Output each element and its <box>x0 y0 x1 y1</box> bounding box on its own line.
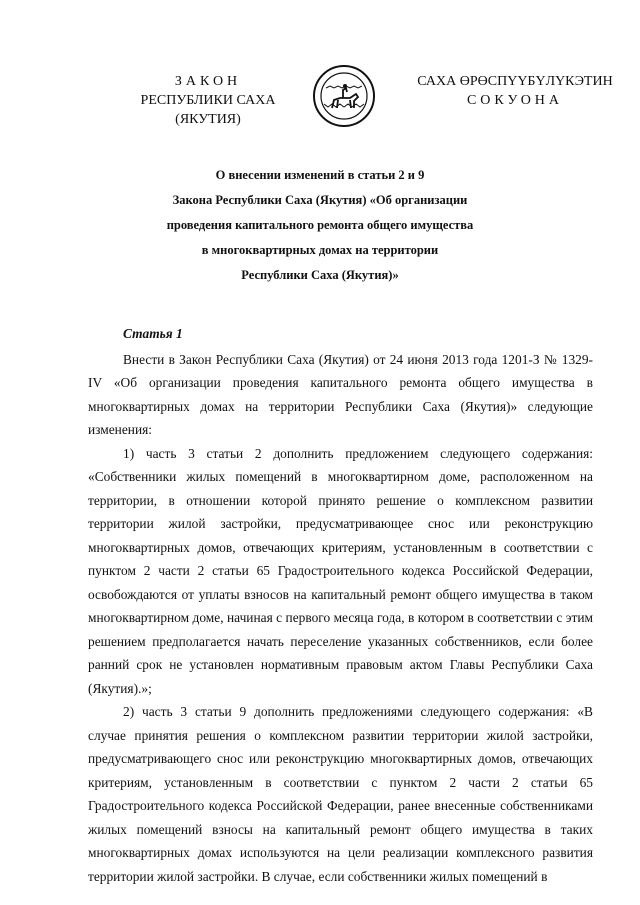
document-title <box>130 163 510 288</box>
title-line: проведения капитального ремонта общего имущества <box>166 218 474 232</box>
header-left <box>108 72 308 129</box>
title-line: в многоквартирных домах на территории <box>201 243 439 257</box>
paragraph-item-2: 2) часть 3 статьи 9 дополнить предложениями следующего содержания: «В случае принятия решения о комплексном развитии территории жилой застройки, предусматривающего снос или реконструкцию многоквартирных домов, отвечающих критериям, установленным в соответствии с пунктом 2 части 2 статьи 65 Градостроительного кодекса Российской Федерации, ранее внесенные собственниками жилых помещений взносы на капитальный ремонт общего имущества в таких многоквартирных домах используются на цели реализации комплексного развития территории жилой застройки. В случае, если собственники жилых помещений в <box>88 704 593 884</box>
title-line: Республики Саха (Якутия)» <box>241 268 399 282</box>
header-right-line2: СОКУОНА <box>466 93 564 108</box>
title-line: Закона Республики Саха (Якутия) «Об организации <box>172 193 468 207</box>
header-right <box>392 72 638 110</box>
header-left-line1: ЗАКОН <box>174 74 242 89</box>
document-body <box>88 322 593 888</box>
paragraph-intro: Внести в Закон Республики Саха (Якутия) от 24 июня 2013 года 1201-З № 1329-IV «Об организации проведения капитального ремонта общего имущества в многоквартирных домах на территории Республики Саха (Якутия)» следующие изменения: <box>88 351 593 437</box>
coat-of-arms-emblem-icon <box>312 64 376 128</box>
article-heading: Статья 1 <box>123 326 183 341</box>
header-right-line1: САХА ӨРӨСПҮҮБҮЛҮКЭТИН <box>417 74 613 89</box>
header-left-line2: РЕСПУБЛИКИ САХА (ЯКУТИЯ) <box>140 93 276 127</box>
paragraph-item-1: 1) часть 3 статьи 2 дополнить предложением следующего содержания: «Собственники жилых помещений в многоквартирном доме, расположенном на территории, в отношении которой принято решение о комплексном развитии территории жилой застройки, предусматривающее снос или реконструкцию многоквартирных домов, отвечающих критериям, установленным в соответствии с пунктом 2 части 2 статьи 65 Градостроительного кодекса Российской Федерации, освобождаются от уплаты взносов на капитальный ремонт общего имущества в таком многоквартирном доме, начиная с первого месяца года, в котором в соответствии с этим решением предполагается начать переселение указанных собственников, если более ранний срок не установлен нормативным правовым актом Главы Республики Саха (Якутия).»; <box>88 445 593 696</box>
title-line: О внесении изменений в статьи 2 и 9 <box>215 168 425 182</box>
